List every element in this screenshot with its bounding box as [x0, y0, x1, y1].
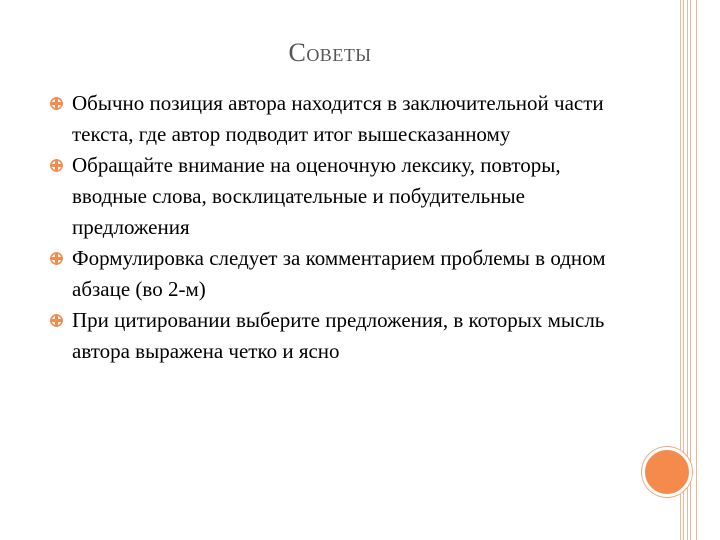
slide-title	[0, 38, 660, 68]
title-initial: С	[288, 38, 307, 67]
bullet-text: Обычно позиция автора находится в заключительной части текста, где автор подводит итог вышесказанному	[72, 91, 604, 146]
orange-star-burst-icon	[50, 159, 63, 172]
bullet-item	[48, 243, 608, 305]
bullet-item	[48, 305, 608, 367]
orange-star-burst-icon	[50, 97, 63, 110]
border-line	[696, 0, 697, 540]
accent-circle	[642, 447, 692, 497]
title-rest: ОВЕТЫ	[306, 45, 372, 65]
bullet-item	[48, 88, 608, 150]
bullet-text: Формулировка следует за комментарием проблемы в одном абзаце (во 2-м)	[72, 246, 606, 301]
bullet-text: При цитировании выберите предложения, в которых мысль автора выражена четко и ясно	[72, 308, 605, 363]
bullet-item	[48, 150, 608, 243]
border-line	[690, 0, 691, 540]
bullet-text: Обращайте внимание на оценочную лексику, повторы, вводные слова, восклицательные и побудительные предложения	[72, 153, 561, 239]
orange-star-burst-icon	[50, 252, 63, 265]
bullet-list	[48, 88, 608, 367]
orange-star-burst-icon	[50, 314, 63, 327]
